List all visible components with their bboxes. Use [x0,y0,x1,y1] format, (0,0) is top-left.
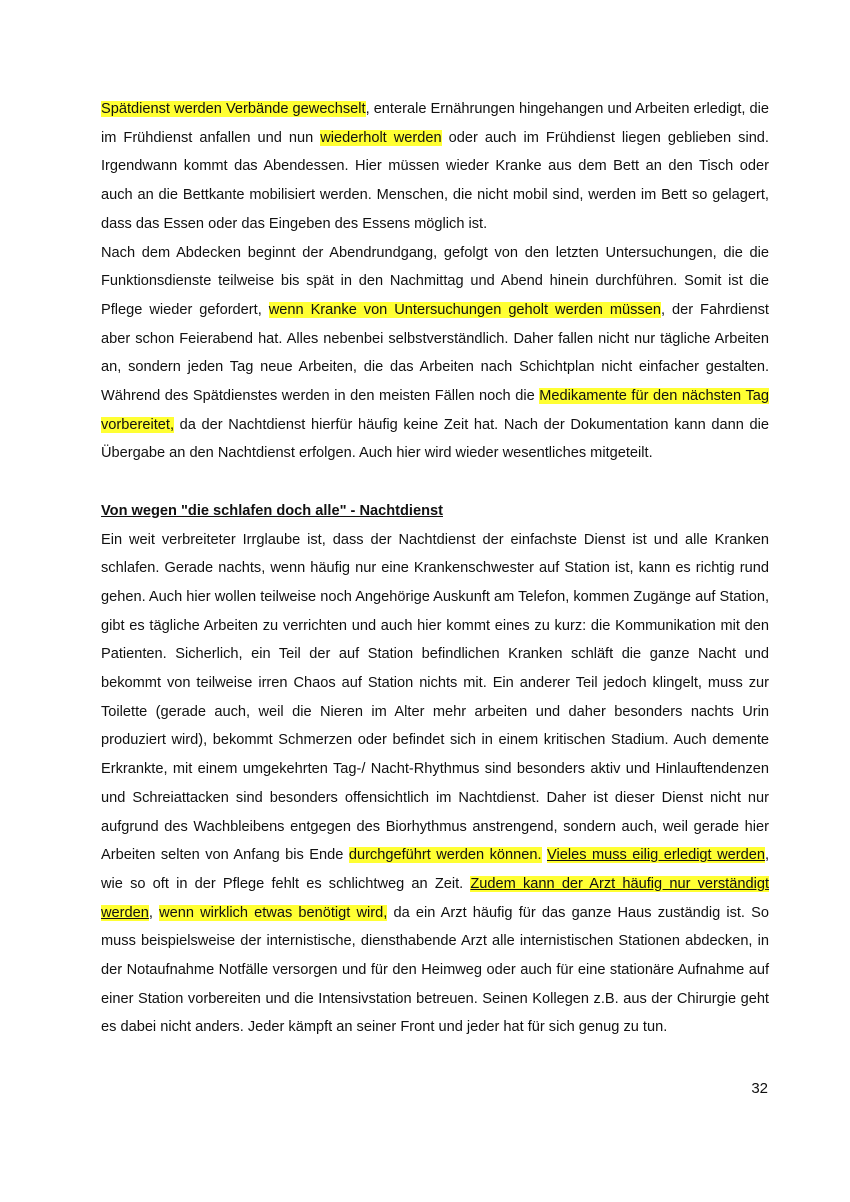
page-number: 32 [751,1080,768,1097]
highlighted-text: Spätdienst werden Verbände gewechselt [101,101,366,117]
text-segment: da ein Arzt häufig für das ganze Haus zuständig ist. So muss beispielsweise der internistische, diensthabende Arzt alle internistischen Stationen abdecken, in der Notaufnahme Notfälle versorgen und für den Heimweg oder auch für eine stationäre Aufnahme auf einer Station vorbereiten und die Intensivstation betreuen. Seinen Kollegen z.B. aus der Chirurgie geht es dabei nicht anders. Jeder kämpft an seiner Front und jeder hat für sich genug zu tun. [101,904,769,1036]
paragraph-abenddurchgang [101,239,769,469]
highlighted-text: wiederholt werden [320,129,442,146]
text-segment: da der Nachtdienst hierfür häufig keine Zeit hat. Nach der Dokumentation kann dann die Übergabe an den Nachtdienst erfolgen. Auch hier wird wieder wesentliches mitgeteilt. [101,416,769,462]
highlighted-text: Medikamente für den nächsten Tag vorbereitet, [101,388,769,433]
text-segment: , wie so oft in der Pflege fehlt es schlichtweg an Zeit. [101,847,769,892]
text-segment: Nach dem Abdecken beginnt der Abendrundgang, gefolgt von den letzten Untersuchungen, die die Funktionsdienste teilweise bis spät in den Nachmittag und Abend hinein durchführen. Somit ist die Pflege wieder gefordert, [101,244,769,318]
page-content [101,95,769,1042]
paragraph-spacer [101,468,769,497]
text-segment: Ein weit verbreiteter Irrglaube ist, dass der Nachtdienst der einfachste Dienst ist und alle Kranken schlafen. Gerade nachts, wenn häufig nur eine Krankenschwester auf Station ist, kann es richtig rund gehen. Auch hier wollen teilweise noch Angehörige Auskunft am Telefon, kommen Zugänge auf Station, gibt es tägliche Arbeiten zu verrichten und auch hier kommt eines zu kurz: die Kommunikation mit den Patienten. Sicherlich, ein Teil der auf Station befindlichen Kranken schläft die ganze Nacht und bekommt von teilweise irren Chaos auf Station nichts mit. Ein anderer Teil jedoch klingelt, muss zur Toilette (gerade auch, weil die Nieren im Alter mehr arbeiten und daher besonders nachts Urin produziert wird), bekommt Schmerzen oder befindet sich in einem kritischen Stadium. Auch demente Erkrankte, mit einem umgekehrten Tag-/ Nacht-Rhythmus sind besonders aktiv und Hinlauftendenzen und Schreiattacken sind besonders offensichtlich im Nachtdienst. Daher ist dieser Dienst nicht nur aufgrund des Wachbleibens entgegen des Biorhythmus anstrengend, sondern auch, weil gerade hier Arbeiten selten von Anfang bis Ende [101,531,769,864]
section-heading: Von wegen "die schlafen doch alle" - Nachtdienst [101,502,443,519]
text-segment: , der Fahrdienst aber schon Feierabend hat. Alles nebenbei selbstverständlich. Daher fallen nicht nur tägliche Arbeiten an, sondern jeden Tag neue Arbeiten, die das Arbeiten nach Schichtplan nicht einfacher gestalten. Während des Spätdienstes werden in den meisten Fällen noch die [101,301,769,405]
text-segment: , enterale Ernährungen hingehangen und Arbeiten erledigt, die im Frühdienst anfallen und nun [101,101,769,146]
paragraph-nachtdienst [101,526,769,1043]
text-segment: oder auch im Frühdienst liegen geblieben sind. Irgendwann kommt das Abendessen. Hier müssen wieder Kranke aus dem Bett an den Tisch oder auch an die Bettkante mobilisiert werden. Menschen, die nicht mobil sind, werden im Bett so gelagert, dass das Essen oder das Eingeben des Essens möglich ist. [101,129,769,232]
highlighted-text: durchgeführt werden können. [348,847,542,864]
highlighted-text: wenn wirklich etwas benötigt wird, [159,904,388,921]
highlighted-text: Zudem kann der Arzt häufig nur verständigt werden [101,875,770,921]
highlighted-text: wenn Kranke von Untersuchungen geholt werden müssen [268,301,661,318]
paragraph-spaetdienst-continued [101,95,769,239]
highlighted-text: Vieles muss eilig erledigt werden [547,847,765,864]
text-segment: , [148,904,153,921]
